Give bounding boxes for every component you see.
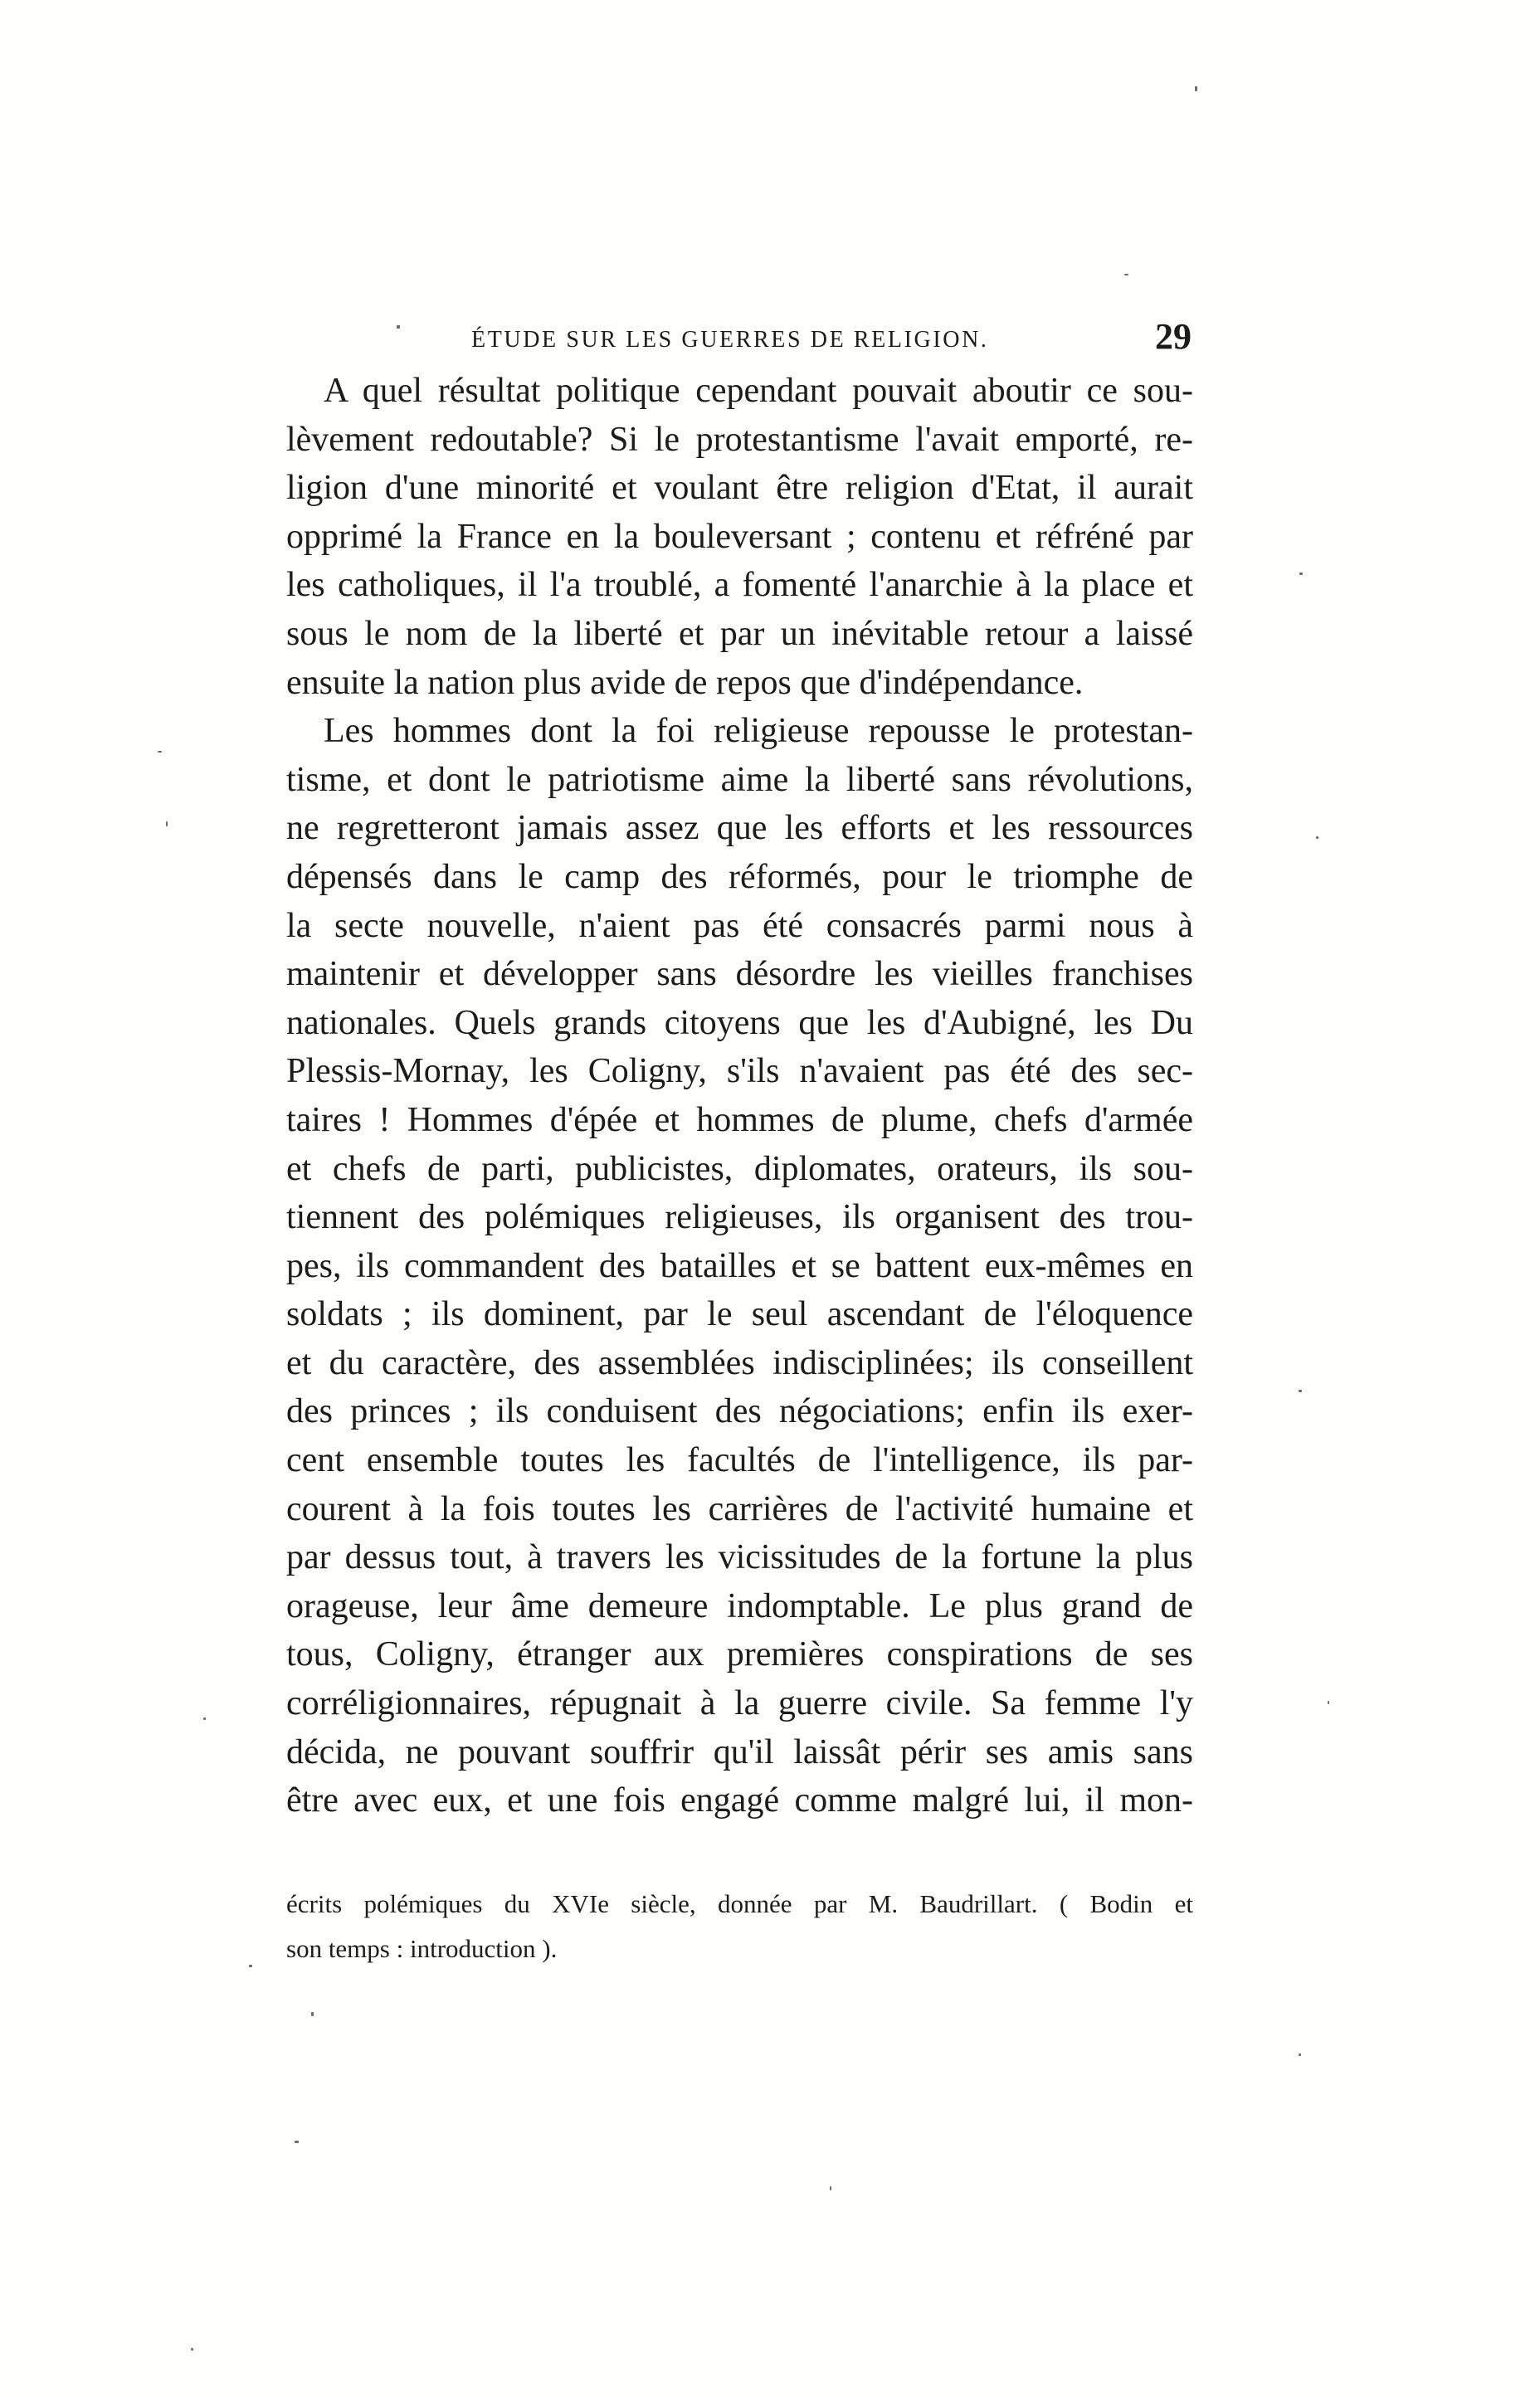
text-line: les catholiques, il l'a troublé, a fomenté l'anarchie à la place et <box>286 566 1193 605</box>
text-line: soldats ; ils dominent, par le seul ascendant de l'éloquence <box>286 1295 1193 1334</box>
scan-speck <box>830 2186 831 2190</box>
scan-speck <box>1328 1701 1329 1704</box>
main-text <box>286 367 1193 1825</box>
text-line: dépensés dans le camp des réformés, pour le triomphe de <box>286 857 1193 896</box>
text-line: lèvement redoutable? Si le protestantisme l'avait emporté, re- <box>286 420 1193 459</box>
scan-speck <box>1299 1390 1302 1392</box>
text-line: tiennent des polémiques religieuses, ils organisent des trou- <box>286 1198 1193 1237</box>
text-line: courent à la fois toutes les carrières de l'activité humaine et <box>286 1489 1193 1528</box>
page-number: 29 <box>1155 316 1192 357</box>
scan-speck <box>1299 572 1303 575</box>
text-line: être avec eux, et une fois engagé comme malgré lui, il mon- <box>286 1781 1193 1820</box>
text-line: et chefs de parti, publicistes, diplomates, orateurs, ils sou- <box>286 1149 1193 1188</box>
text-line: taires ! Hommes d'épée et hommes de plume, chefs d'armée <box>286 1100 1193 1139</box>
running-header <box>388 315 1192 365</box>
text-line: ensuite la nation plus avide de repos que d'indépendance. <box>286 663 1084 702</box>
text-line: Les hommes dont la foi religieuse repousse le protestan- <box>324 712 1193 751</box>
footnote-line: écrits polémiques du XVIe siècle, donnée par M. Baudrillart. ( Bodin et <box>286 1889 1193 1918</box>
text-line: par dessus tout, à travers les vicissitudes de la fortune la plus <box>286 1538 1193 1577</box>
text-line: décida, ne pouvant souffrir qu'il laissât périr ses amis sans <box>286 1732 1193 1771</box>
text-line: et du caractère, des assemblées indisciplinées; ils conseillent <box>286 1343 1193 1382</box>
running-title: ÉTUDE SUR LES GUERRES DE RELIGION. <box>471 327 989 353</box>
text-line: sous le nom de la liberté et par un inévitable retour a laissé <box>286 614 1193 653</box>
text-line: corréligionnaires, répugnait à la guerre civile. Sa femme l'y <box>286 1684 1193 1723</box>
text-line: maintenir et développer sans désordre les vieilles franchises <box>286 955 1193 994</box>
scan-speck <box>203 1717 206 1720</box>
scan-speck <box>1299 2054 1301 2056</box>
text-line: tous, Coligny, étranger aux premières conspirations de ses <box>286 1635 1193 1674</box>
scan-speck <box>295 2141 299 2143</box>
text-line: nationales. Quels grands citoyens que les d'Aubigné, les Du <box>286 1003 1193 1042</box>
scan-speck <box>158 751 162 753</box>
scan-speck <box>397 325 400 329</box>
text-line: A quel résultat politique cependant pouvait aboutir ce sou- <box>324 372 1193 410</box>
text-line: ne regretteront jamais assez que les efforts et les ressources <box>286 809 1193 848</box>
text-line: Plessis-Mornay, les Coligny, s'ils n'avaient pas été des sec- <box>286 1052 1193 1091</box>
scan-speck <box>191 2348 193 2351</box>
text-line: opprimé la France en la bouleversant ; contenu et réfréné par <box>286 517 1193 556</box>
text-line: la secte nouvelle, n'aient pas été consacrés parmi nous à <box>286 906 1193 945</box>
text-line: pes, ils commandent des batailles et se battent eux-mêmes en <box>286 1246 1193 1285</box>
footnote <box>286 1882 1193 1971</box>
text-line: cent ensemble toutes les facultés de l'intelligence, ils par- <box>286 1441 1193 1480</box>
scan-speck <box>1195 86 1197 91</box>
text-line: orageuse, leur âme demeure indomptable. Le plus grand de <box>286 1586 1193 1625</box>
scan-speck <box>311 2012 314 2016</box>
text-line: ligion d'une minorité et voulant être religion d'Etat, il aurait <box>286 469 1193 508</box>
scan-speck <box>249 1965 252 1967</box>
scan-speck <box>1124 274 1128 275</box>
footnote-line: son temps : introduction ). <box>286 1934 558 1963</box>
scan-speck <box>166 821 168 826</box>
text-line: tisme, et dont le patriotisme aime la liberté sans révolutions, <box>286 760 1193 799</box>
scan-speck <box>1316 836 1318 839</box>
text-line: des princes ; ils conduisent des négociations; enfin ils exer- <box>286 1392 1193 1431</box>
